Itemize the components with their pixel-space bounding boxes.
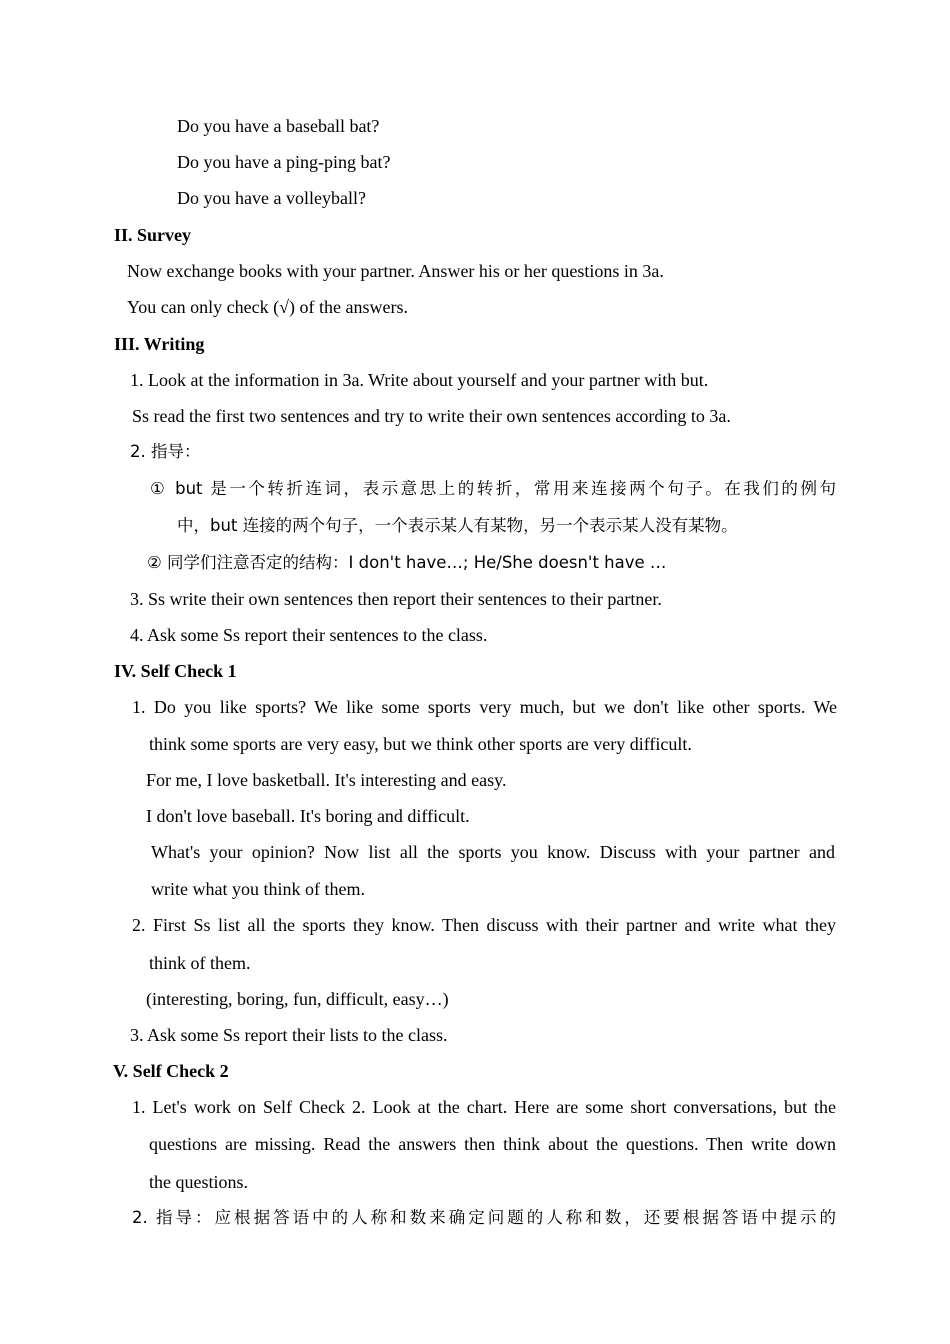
self-check-1-for-me: For me, I love basketball. It's interesting and easy. <box>146 770 507 790</box>
section-heading-self-check-1: IV. Self Check 1 <box>114 661 237 681</box>
writing-item-2-label: 2. 指导： <box>130 442 201 461</box>
question-baseball-bat: Do you have a baseball bat? <box>177 116 380 136</box>
writing-note-1-line-1: ① but 是一个转折连词，表示意思上的转折，常用来连接两个句子。在我们的例句 <box>150 479 836 498</box>
writing-note-1-line-2: 中，but 连接的两个句子，一个表示某人有某物，另一个表示某人没有某物。 <box>177 516 738 535</box>
question-volleyball: Do you have a volleyball? <box>177 188 366 208</box>
self-check-1-opinion-line-1: What's your opinion? Now list all the sports you know. Discuss with your partner and <box>151 842 835 862</box>
writing-item-1: 1. Look at the information in 3a. Write about yourself and your partner with but. <box>130 370 709 390</box>
self-check-2-item-2: 2. 指导：应根据答语中的人称和数来确定问题的人称和数，还要根据答语中提示的 <box>132 1208 836 1227</box>
self-check-1-item-3: 3. Ask some Ss report their lists to the class. <box>130 1025 448 1045</box>
writing-item-1-detail: Ss read the first two sentences and try to write their own sentences according to 3a. <box>132 406 731 426</box>
self-check-2-item-1-line-2: questions are missing. Read the answers then think about the questions. Then write down <box>149 1134 836 1154</box>
survey-line-check: You can only check (√) of the answers. <box>127 297 408 317</box>
self-check-1-item-2-line-2: think of them. <box>149 953 251 973</box>
self-check-2-item-1-line-1: 1. Let's work on Self Check 2. Look at the chart. Here are some short conversations, but the <box>132 1097 836 1117</box>
writing-item-4: 4. Ask some Ss report their sentences to the class. <box>130 625 488 645</box>
section-heading-self-check-2: V. Self Check 2 <box>113 1061 229 1081</box>
question-ping-pong-bat: Do you have a ping-ping bat? <box>177 152 391 172</box>
writing-item-3: 3. Ss write their own sentences then report their sentences to their partner. <box>130 589 662 609</box>
self-check-1-item-2-line-1: 2. First Ss list all the sports they know. Then discuss with their partner and write what they <box>132 915 836 935</box>
self-check-1-item-1-line-1: 1. Do you like sports? We like some sports very much, but we don't like other sports. We <box>132 697 837 717</box>
self-check-1-adjectives: (interesting, boring, fun, difficult, easy…) <box>146 989 449 1009</box>
section-heading-survey: II. Survey <box>114 225 192 245</box>
self-check-1-item-1-line-2: think some sports are very easy, but we think other sports are very difficult. <box>149 734 692 754</box>
section-heading-writing: III. Writing <box>114 334 205 354</box>
self-check-1-opinion-line-2: write what you think of them. <box>151 879 365 899</box>
self-check-1-dont-love: I don't love baseball. It's boring and difficult. <box>146 806 470 826</box>
writing-note-2: ② 同学们注意否定的结构：I don't have…; He/She doesn't have … <box>147 553 667 572</box>
self-check-2-item-1-line-3: the questions. <box>149 1172 248 1192</box>
survey-line-exchange: Now exchange books with your partner. Answer his or her questions in 3a. <box>127 261 664 281</box>
